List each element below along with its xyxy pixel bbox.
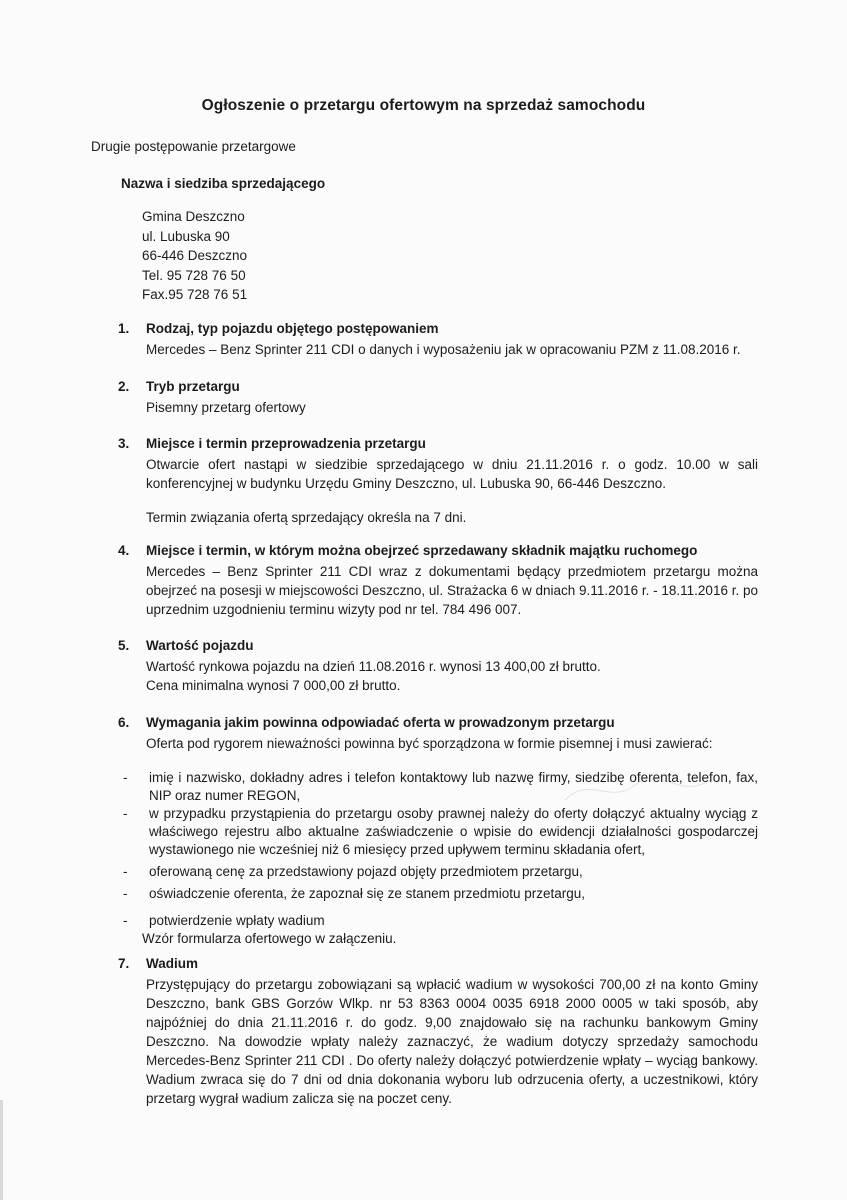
section-number: 7. (118, 956, 130, 971)
list-item (123, 912, 758, 930)
faint-signature-smudge (560, 770, 720, 810)
section-body (146, 562, 758, 619)
section-paragraph: Wartość rynkowa pojazdu na dzień 11.08.2016 r. wynosi 13 400,00 zł brutto. (146, 659, 601, 674)
list-item (123, 805, 758, 859)
section-paragraph: Cena minimalna wynosi 7 000,00 zł brutto. (146, 678, 401, 693)
section-heading: Wadium (146, 956, 198, 971)
section-heading: Miejsce i termin, w którym można obejrzeć sprzedawany składnik majątku ruchomego (146, 543, 698, 558)
section-paragraph: Mercedes – Benz Sprinter 211 CDI wraz z dokumentami będący przedmiotem przetargu można obejrzeć na posesji w miejscowości Deszczno, ul. Strażacka 6 w dniach 9.11.2016 r. - 18.11.2016 r. po uprzednim uzgodnieniu terminu wizyty pod nr tel. 784 496 007. (146, 564, 758, 617)
list-item-text: imię i nazwisko, dokładny adres i telefon kontaktowy lub nazwę firmy, siedzibę oferenta, telefon, fax, NIP oraz numer REGON, (149, 770, 758, 803)
section-body (146, 340, 758, 359)
section-paragraph: Oferta pod rygorem nieważności powinna być sporządzona w formie pisemnej i musi zawierać: (146, 736, 713, 751)
document-title: Ogłoszenie o przetargu ofertowym na sprzedaż samochodu (201, 97, 646, 114)
section-heading: Tryb przetargu (146, 379, 240, 394)
section-body (146, 734, 758, 753)
section-body (146, 455, 758, 527)
section-number: 6. (118, 715, 130, 730)
list-item-text: w przypadku przystąpienia do przetargu osoby prawnej należy do oferty dołączyć aktualny wyciąg z właściwego rejestru albo aktualne zaświadczenie o wpisie do ewidencji działalności gospodarczej wystawionego nie wcześniej niż 6 miesięcy przed upływem terminu składania ofert, (149, 806, 758, 857)
bullet-dash: - (123, 806, 128, 821)
bullet-dash: - (123, 864, 128, 879)
form-template-note: Wzór formularza ofertowego w załączeniu. (142, 931, 397, 946)
bullet-dash: - (123, 886, 128, 901)
section-body (146, 398, 758, 417)
list-item (123, 885, 758, 903)
section-paragraph: Otwarcie ofert nastąpi w siedzibie sprzedającego w dniu 21.11.2016 r. o godz. 10.00 w sali konferencyjnej w budynku Urzędu Gminy Deszczno, ul. Lubuska 90, 66-446 Deszczno. (146, 457, 758, 491)
section-paragraph: Mercedes – Benz Sprinter 211 CDI o danych i wyposażeniu jak w opracowaniu PZM z 11.08.2016 r. (146, 342, 741, 357)
seller-line: 66-446 Deszczno (142, 248, 248, 263)
bullet-dash: - (123, 770, 128, 785)
section-body (146, 975, 758, 1108)
bullet-dash: - (123, 913, 128, 928)
section-heading: Miejsce i termin przeprowadzenia przetargu (146, 436, 426, 451)
section-heading: Wymagania jakim powinna odpowiadać oferta w prowadzonym przetargu (146, 715, 615, 730)
section-paragraph: Przystępujący do przetargu zobowiązani są wpłacić wadium w wysokości 700,00 zł na konto Gminy Deszczno, bank GBS Gorzów Wlkp. nr 53 8363 0004 0035 6918 2000 0005 w taki sposób, aby najpóźniej do dnia 21.11.2016 r. do godz. 9,00 znajdowało się na rachunku bankowym Gminy Deszczno. Na dowodzie wpłaty należy zaznaczyć, że wadium dotyczy sprzedaży samochodu Mercedes-Benz Sprinter 211 CDI . Do oferty należy dołączyć potwierdzenie wpłaty – wyciąg bankowy. Wadium zwraca się do 7 dni od dnia dokonania wyboru lub odrzucenia oferty, a uczestnikowi, który przetarg wygrał wadium zalicza się na poczet ceny. (146, 977, 758, 1106)
section-number: 2. (118, 379, 130, 394)
section-number: 5. (118, 638, 130, 653)
list-item-text: potwierdzenie wpłaty wadium (149, 913, 325, 928)
list-item (123, 863, 758, 881)
seller-heading: Nazwa i siedziba sprzedającego (121, 176, 326, 191)
scan-edge-shadow (0, 1100, 3, 1200)
section-number: 3. (118, 436, 130, 451)
seller-line: Gmina Deszczno (142, 209, 245, 224)
section-heading: Rodzaj, typ pojazdu objętego postępowaniem (146, 321, 439, 336)
list-item-text: oświadczenie oferenta, że zapoznał się ze stanem przedmiotu przetargu, (149, 886, 585, 901)
section-paragraph: Termin związania ofertą sprzedający określa na 7 dni. (146, 510, 467, 525)
section-body (146, 657, 758, 695)
section-heading: Wartość pojazdu (146, 638, 254, 653)
seller-line: ul. Lubuska 90 (142, 228, 230, 244)
seller-address (142, 207, 247, 305)
document-subtitle: Drugie postępowanie przetargowe (91, 139, 296, 154)
section-number: 1. (118, 321, 130, 336)
seller-line: Fax.95 728 76 51 (142, 287, 248, 302)
list-item-text: oferowaną cenę za przedstawiony pojazd objęty przedmiotem przetargu, (149, 864, 583, 879)
section-paragraph: Pisemny przetarg ofertowy (146, 400, 306, 415)
seller-line: Tel. 95 728 76 50 (142, 267, 246, 283)
section-number: 4. (118, 543, 130, 558)
